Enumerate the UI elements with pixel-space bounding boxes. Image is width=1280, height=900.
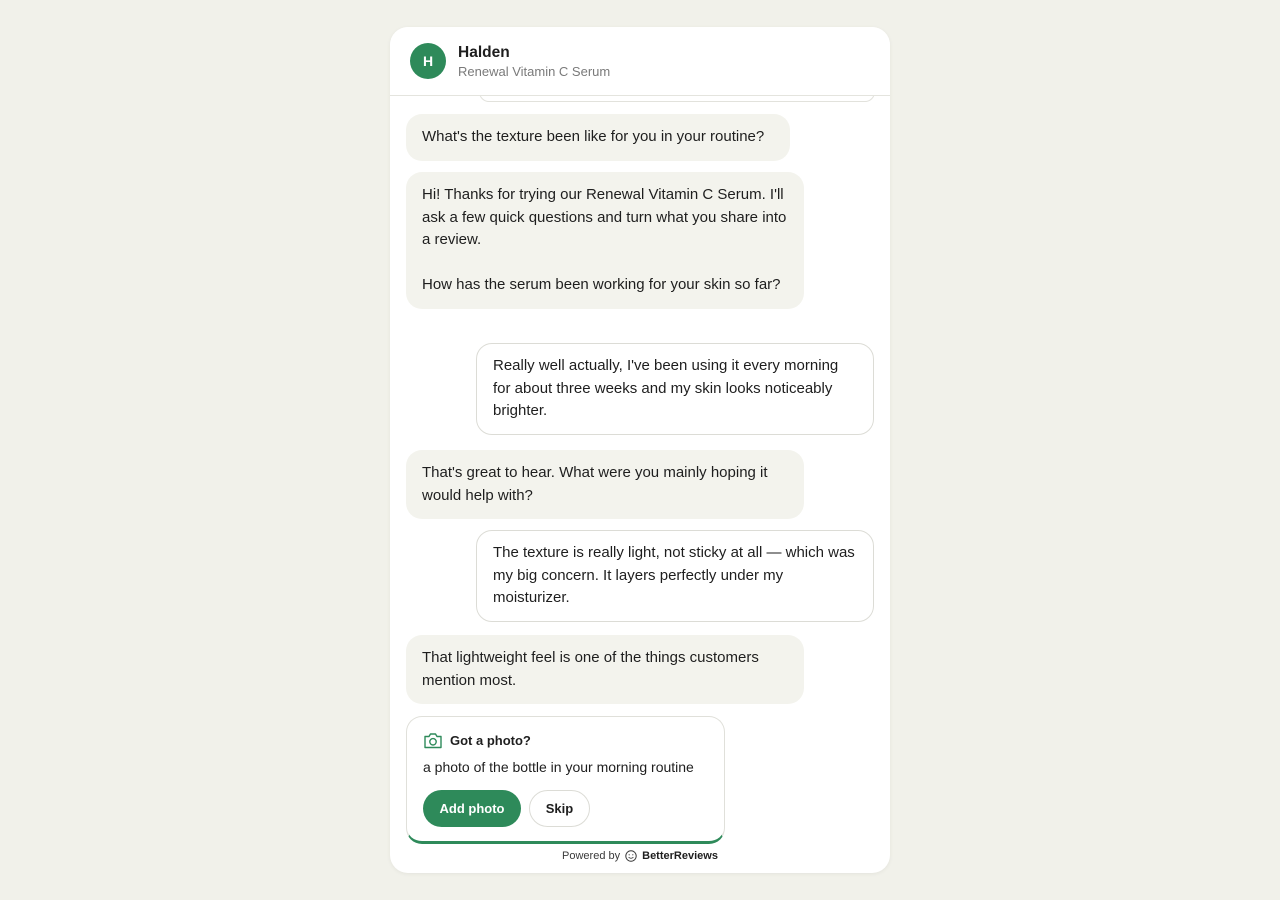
camera-icon [423, 732, 443, 749]
avatar: H [410, 43, 446, 79]
photo-prompt-title: Got a photo? [450, 733, 531, 748]
brand-name: Halden [458, 44, 510, 61]
bot-message: Hi! Thanks for trying our Renewal Vitamin C Serum. I'll ask a few quick questions and turn what you share into a review. How has the serum been working for your skin so far? [406, 172, 804, 309]
user-message: The texture is really light, not sticky at all — which was my big concern. It layers perfectly under my moisturizer. [476, 530, 874, 622]
product-name: Renewal Vitamin C Serum [458, 64, 611, 79]
powered-by-label: Powered by [562, 850, 621, 862]
photo-prompt-title-row [423, 732, 531, 749]
powered-by-footer [390, 850, 890, 862]
chat-header [390, 27, 890, 96]
user-message: Really well actually, I've been using it every morning for about three weeks and my skin looks noticeably brighter. [476, 343, 874, 435]
skip-button[interactable]: Skip [529, 790, 590, 827]
bot-message: That lightweight feel is one of the things customers mention most. [406, 635, 804, 704]
photo-prompt-description: a photo of the bottle in your morning routine [423, 759, 694, 775]
betterreviews-link[interactable]: BetterReviews [642, 850, 718, 862]
bot-message: That's great to hear. What were you mainly hoping it would help with? [406, 450, 804, 519]
review-chat-widget [390, 27, 890, 873]
smiley-icon [625, 850, 637, 862]
photo-prompt-card [406, 716, 725, 844]
add-photo-button[interactable]: Add photo [423, 790, 521, 827]
bot-message: What's the texture been like for you in your routine? [406, 114, 790, 161]
